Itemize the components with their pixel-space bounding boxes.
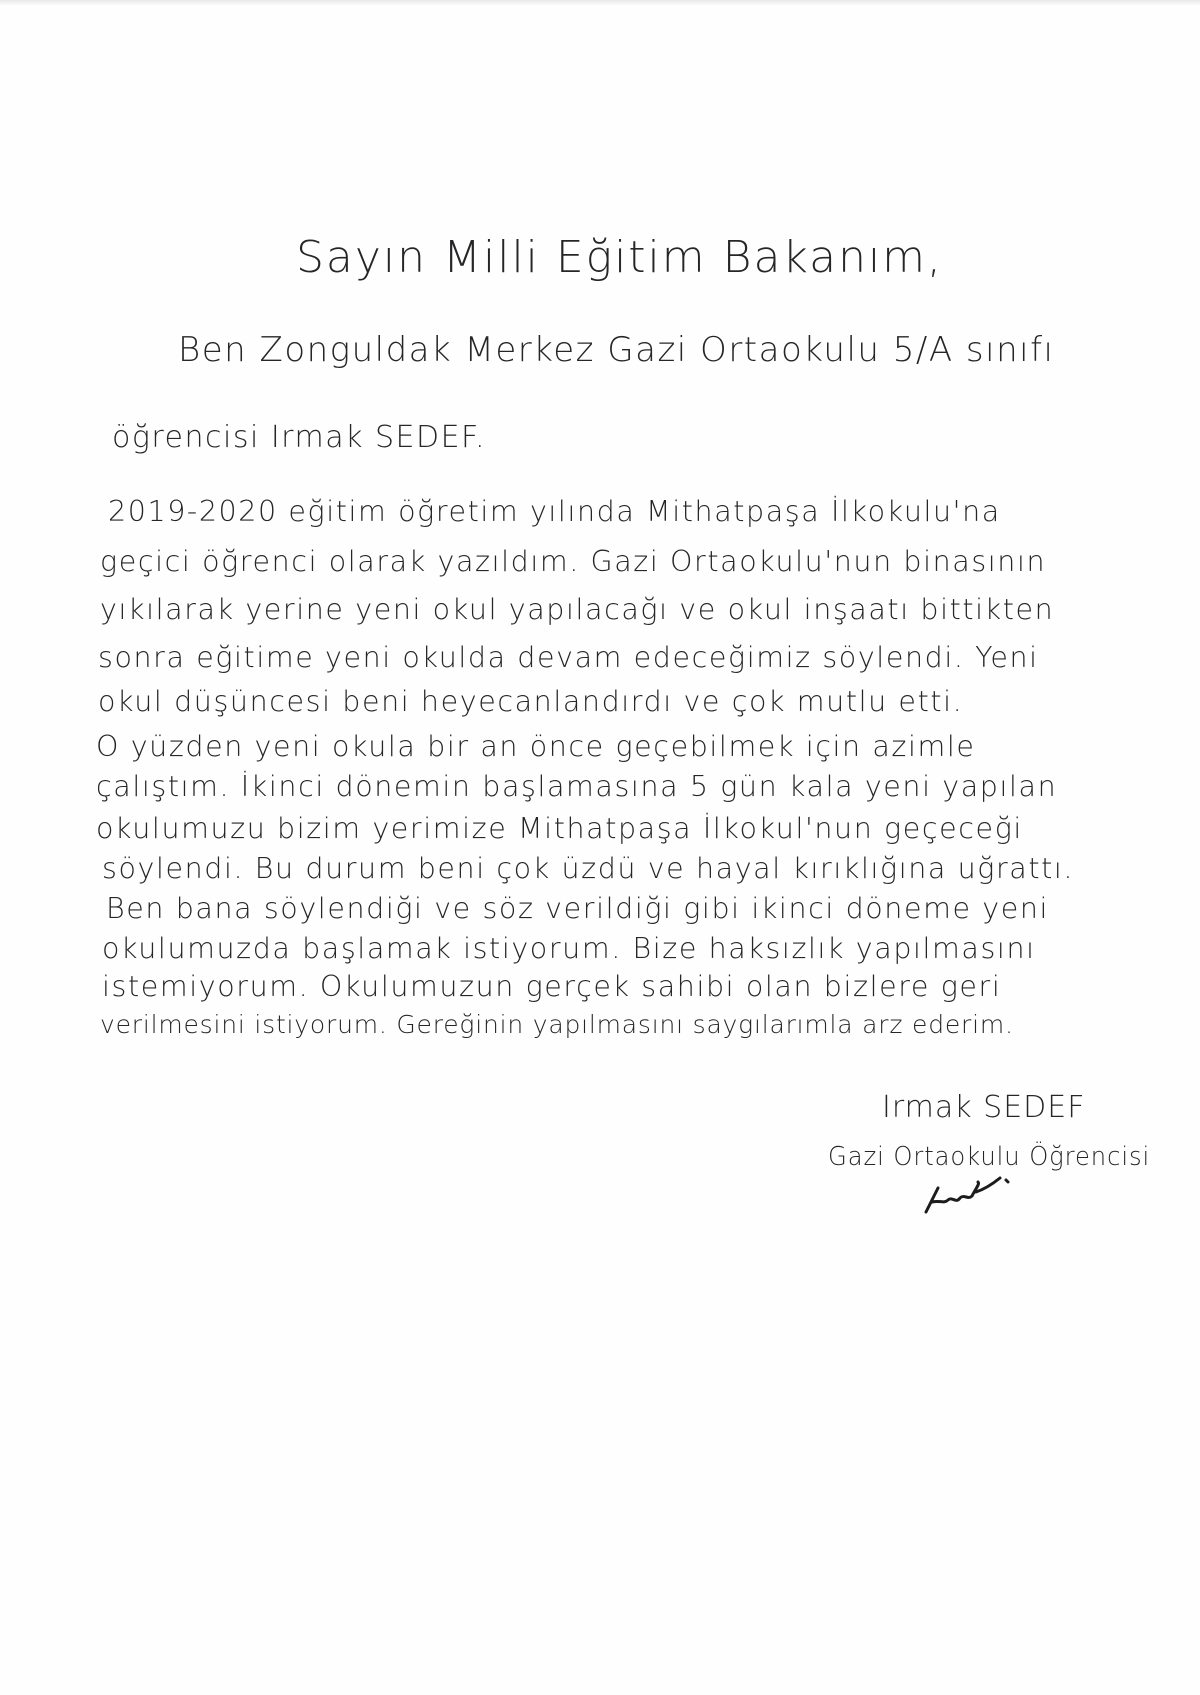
intro-line-2: öğrencisi Irmak SEDEF. [112, 420, 487, 455]
body-line-6: O yüzden yeni okula bir an önce geçebilmek için azimle [96, 730, 976, 763]
salutation: Sayın Milli Eğitim Bakanım, [296, 232, 944, 283]
body-line-7: çalıştım. İkinci dönemin başlamasına 5 gün kala yeni yapılan [96, 770, 1058, 803]
scan-edge [0, 0, 1200, 6]
body-line-9: söylendi. Bu durum beni çok üzdü ve hayal kırıklığına uğrattı. [102, 852, 1075, 885]
body-line-10: Ben bana söylendiği ve söz verildiği gibi ikinci döneme yeni [106, 892, 1050, 925]
body-line-12: istemiyorum. Okulumuzun gerçek sahibi olan bizlere geri [102, 970, 1002, 1003]
body-line-2: geçici öğrenci olarak yazıldım. Gazi Ortaokulu'nun binasının [100, 545, 1047, 578]
body-line-11: okulumuzda başlamak istiyorum. Bize haksızlık yapılmasını [102, 932, 1036, 965]
body-line-5: okul düşüncesi beni heyecanlandırdı ve çok mutlu etti. [98, 685, 964, 718]
body-line-4: sonra eğitime yeni okulda devam edeceğimiz söylendi. Yeni [98, 641, 1039, 674]
handwritten-signature [918, 1170, 1018, 1230]
body-line-3: yıkılarak yerine yeni okul yapılacağı ve okul inşaatı bittikten [100, 593, 1055, 626]
body-line-8: okulumuzu bizim yerimize Mithatpaşa İlkokul'nun geçeceği [96, 812, 1023, 845]
intro-line-1: Ben Zonguldak Merkez Gazi Ortaokulu 5/A sınıfı [178, 330, 1055, 370]
body-line-13: verilmesini istiyorum. Gereğinin yapılmasını saygılarımla arz ederim. [100, 1010, 1014, 1039]
signer-title: Gazi Ortaokulu Öğrencisi [828, 1142, 1151, 1172]
body-line-1: 2019-2020 eğitim öğretim yılında Mithatpaşa İlkokulu'na [108, 495, 1001, 528]
signer-name: Irmak SEDEF [882, 1090, 1086, 1125]
